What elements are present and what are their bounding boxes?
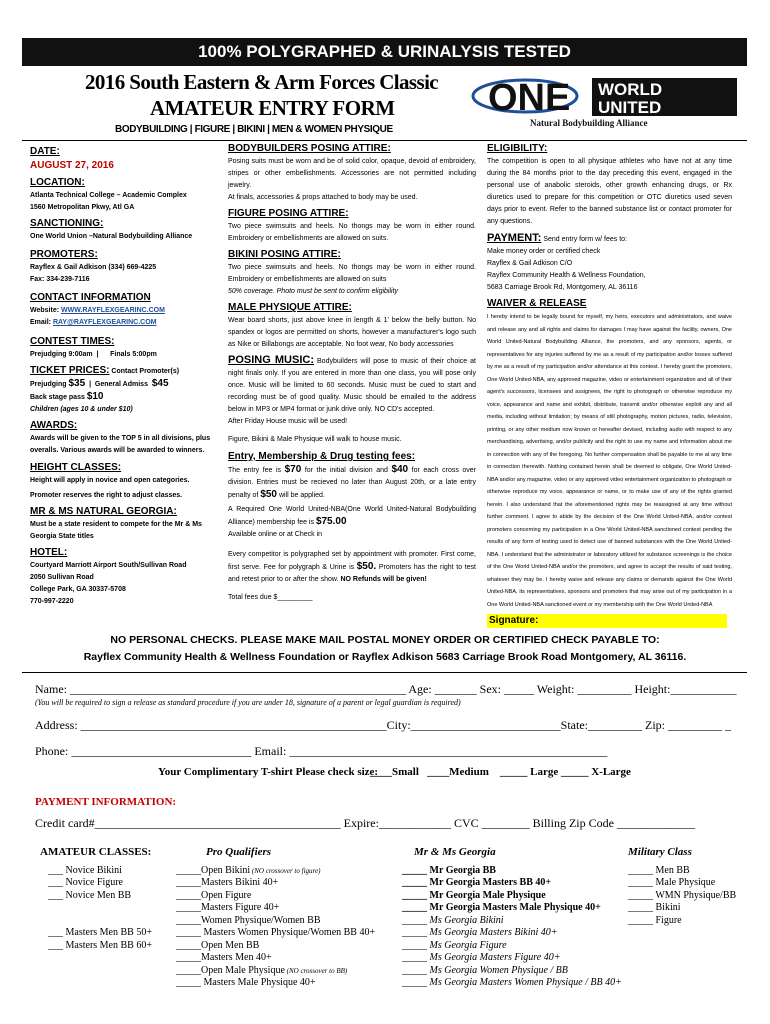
payment-heading: PAYMENT:: [487, 232, 542, 244]
awards-text: Awards will be given to the TOP 5 in all divisions, plus overalls. Various awards will be awarded to winners.: [30, 435, 211, 454]
class-option[interactable]: _____ Mr Georgia BB: [402, 864, 496, 876]
mrms-text: Must be a state resident to compete for the Mr & Ms Georgia State titles: [30, 521, 202, 540]
figure-attire-text: Two piece swimsuits and heels. No thongs may be worn in either round. Embroidery or embellishments are allowed on suits.: [228, 223, 476, 242]
date-heading: DATE:: [30, 146, 60, 157]
waiver-text: I hereby intend to be legally bound for myself, my heirs, executors and administrators, and waive and release any and all rights and claims for damages I may have against the facility, owners, One World United-Natural Bodybuilding Alliance, the promoters, and any sponsors, agents, or representatives for any injuries suffered by me as a result of my participation and/or losses suffered by me as a result of my participation and/or attendance at this contest. I hereby grant the promoters, One World United-NBA, any approved magazine, video or entertainment organization and all of their agent's successors, licensees and assignees, the right to photograph or otherwise reproduce my voice, appearance and name and exhibit, distribute, transmit and/or otherwise exploit any and all media, including without limitation; by means of still photography, motion pictures, radio, television, printing, or any other medium now known or hereafter devised, including audio with respect to any merchandising, advertising, and/or publicity and the right to use my name and information about me in connection with any of the foregoing. No further compensation shall be payable to me at any time in connection therewith. Nothing contained herein shall be deemed to obligate, One World United-NBA and/or any magazine, video or any approved video entertainment organization to photograph or otherwise reproduce my voice, appearance or name, or to make use of any of the rights granted herein. I also understand that the aforementioned rights may be reassigned at any time without further comment. I agree to abide by the decision of the One World United-NBA, and/or contest promoters concerning my participation in a One World United-NBA sanctioned contest pending the results of any form of testing used to detect use of banned substances with the One World United-NBA. I understand that the administrator or laboratory utilized for substance screenings is the choice of the One World United-NBA and/or the promoters, and agree to accept the results of said testing, whatever they may be. I hereby waive and release any claims or demands against the One World United-NBA, its representatives, sponsors and promoters that may arise out of my participation in a One World United-NBA sanctioned event or my membership with the One World United-NBA: [487, 314, 732, 608]
payment-notice: [60, 632, 710, 666]
prejudging-price: $35: [68, 378, 86, 389]
class-option[interactable]: ___ Novice Bikini: [48, 864, 122, 876]
banner: 100% POLYGRAPHED & URINALYSIS TESTED: [22, 38, 747, 66]
class-option[interactable]: _____ Ms Georgia Masters Figure 40+: [402, 952, 561, 963]
polygraph-text: Promoters has the right to test and retest prior to or after the show.: [228, 564, 476, 583]
payment-notice-line: Rayflex Community Health & Wellness Foundation or Rayflex Adkison 5683 Carriage Brook Road Montgomery, AL 36116.: [83, 651, 687, 663]
class-option[interactable]: ___ Masters Men BB 50+: [48, 927, 152, 938]
music-heading: POSING MUSIC:: [228, 354, 315, 366]
crossover-fee-amount: $40: [391, 464, 409, 475]
hotel-heading: HOTEL:: [30, 547, 68, 558]
payment-line: Rayflex Community Health & Wellness Foundation,: [487, 272, 646, 279]
payment-info-heading: PAYMENT INFORMATION:: [35, 796, 177, 808]
email-link[interactable]: RAY@RAYFLEXGEARINC.COM: [52, 319, 157, 326]
spacer: [48, 902, 190, 927]
form-divider: [22, 672, 747, 673]
payment-note: Send entry form w/ fees to:: [541, 236, 627, 243]
class-option[interactable]: _____ WMN Physique/BB: [628, 889, 737, 901]
class-option[interactable]: _____Masters Bikini 40+: [176, 877, 279, 888]
payment-line: Rayflex & Gail Adkison C/O: [487, 260, 573, 267]
form-title: AMATEUR ENTRY FORM: [150, 96, 395, 120]
tshirt-size-options[interactable]: ____Small ____Medium _____ Large _____ X-Large: [370, 766, 631, 778]
logo-tagline: Natural Bodybuilding Alliance: [530, 118, 648, 128]
tickets-note: Contact Promoter(s): [109, 368, 180, 375]
contact-heading: CONTACT INFORMATION: [30, 292, 151, 303]
class-option[interactable]: ___ Novice Men BB: [48, 889, 132, 901]
logo-world: WORLD: [598, 80, 663, 99]
male-attire-text: Wear board shorts, just above knee in length & 1' below the belly button. No spandex or logos are permitted on shorts, however a manufacturer's logo such as Nike or Billabongs are acceptable. No foot wear, No body accessories: [228, 317, 476, 348]
class-option[interactable]: _____ Figure: [628, 914, 682, 926]
height-text: Promoter reserves the right to adjust classes.: [30, 492, 183, 499]
military-classes: [628, 846, 758, 927]
military-heading: Military Class: [628, 846, 692, 858]
times-heading: CONTEST TIMES:: [30, 336, 115, 347]
height-text: Height will apply in novice and open categories.: [30, 477, 190, 484]
eligibility-text: The competition is open to all physique athletes who have not at any time during the 84 months prior to the day preceding this event, engaged in the personal use of anabolic steroids, other growth enhancing drugs, or Rx diuretics used to prepare for this competition or OTC diuretics used seven days prior to event. Refer to the banned substance list or contact promoter for any questions.: [487, 158, 732, 225]
mrms-heading: MR & MS NATURAL GEORGIA:: [30, 506, 177, 517]
pro-heading: Pro Qualifiers: [206, 846, 272, 858]
crossover-note: (NO crossover to figure): [250, 866, 321, 875]
bb-attire-text: At finals, accessories & props attached to body may be used.: [228, 194, 418, 201]
class-option[interactable]: _____Masters Men 40+: [176, 952, 272, 963]
tickets-heading: TICKET PRICES:: [30, 365, 110, 376]
class-option[interactable]: _____ Bikini: [628, 902, 681, 913]
backstage-price: $10: [86, 391, 104, 402]
general-label: | General Admiss: [85, 381, 152, 388]
class-option[interactable]: _____ Ms Georgia Masters Women Physique / BB 40+: [402, 977, 622, 988]
signature-label: Signature:: [489, 615, 539, 626]
logo-one: ONE: [488, 77, 571, 119]
general-price: $45: [151, 378, 169, 389]
amateur-classes: [40, 846, 190, 952]
payment-line: Make money order or certified check: [487, 248, 601, 255]
class-option[interactable]: _____ Male Physique: [628, 877, 716, 888]
release-note: (You will be required to sign a release as standard procedure if you are under 18, signature of a parent or legal guardian is required): [35, 698, 461, 707]
music-note: After Friday House music will be used!: [228, 418, 348, 425]
class-option[interactable]: _____ Masters Women Physique/Women BB 40+: [176, 927, 376, 938]
entry-fee-amount: $70: [284, 464, 302, 475]
email-label: Email:: [30, 319, 53, 326]
signature-field[interactable]: [487, 614, 727, 628]
music-text: Bodybuilders will pose to music of their choice at night finals only. If you are entered in more than one class, you will pose only once. Music will be limited to 60 seconds. Music must be cued to start and recording must be of good quality. Music should be emailed to the address below in MP3 or MP4 format or junk drive only. NO CD's accepted.: [228, 358, 476, 413]
figure-attire-heading: FIGURE POSING ATTIRE:: [228, 208, 349, 219]
polygraph-text: Every competitor is polygraphed set by appointment with promoter. First come, first serve. Fee for polygraph & Urine is: [228, 551, 476, 571]
class-option[interactable]: _____ Ms Georgia Figure: [402, 939, 507, 951]
location-heading: LOCATION:: [30, 177, 85, 188]
times-text: Prejudging 9:00am | Finals 5:00pm: [30, 351, 157, 358]
bikini-coverage-note: 50% coverage. Photo must be sent to confirm eligibility: [228, 288, 399, 295]
hotel-line: College Park, GA 30337-5708: [30, 586, 126, 593]
crossover-note: (NO crossover to BB): [284, 966, 348, 975]
polygraph-fee-amount: $50.: [356, 561, 377, 572]
backstage-label: Back stage pass: [30, 394, 87, 401]
late-fee-amount: $50: [260, 489, 277, 500]
sanctioning-heading: SANCTIONING:: [30, 218, 104, 229]
class-option[interactable]: _____ Mr Georgia Male Physique: [402, 889, 546, 901]
children-price: Children (ages 10 & under $10): [30, 406, 133, 413]
class-option[interactable]: _____Open Male Physique: [176, 964, 285, 976]
waiver-heading: WAIVER & RELEASE: [487, 298, 587, 309]
tshirt-label: Your Complimentary T-shirt Please check size:: [158, 766, 379, 778]
location-line: 1560 Metropolitan Pkwy, Atl GA: [30, 204, 135, 211]
class-option[interactable]: _____ Ms Georgia Women Physique / BB: [402, 964, 568, 976]
amateur-heading: AMATEUR CLASSES:: [40, 846, 152, 858]
membership-text: A Required One World United-NBA(One World United-Natural Bodybuilding Alliance) membership fee is: [228, 506, 476, 526]
credit-card-row[interactable]: Credit card#_________________________________________ Expire:____________ CVC ________ Billing Zip Code _____________: [35, 816, 695, 830]
membership-note: Available online or at Check in: [228, 531, 323, 538]
promoters-heading: PROMOTERS:: [30, 249, 98, 260]
class-option[interactable]: ___ Novice Figure: [48, 877, 123, 888]
event-date: AUGUST 27, 2016: [30, 160, 114, 171]
promoters-text: Rayflex & Gail Adkison (334) 669-4225: [30, 264, 157, 271]
categories-subtitle: BODYBUILDING | FIGURE | BIKINI | MEN & WOMEN PHYSIQUE: [115, 124, 393, 135]
class-option[interactable]: _____ Masters Male Physique 40+: [176, 977, 316, 988]
bikini-attire-heading: BIKINI POSING ATTIRE:: [228, 249, 341, 260]
logo-united: UNITED: [598, 98, 662, 117]
height-heading: HEIGHT CLASSES:: [30, 462, 122, 473]
phone-email-row[interactable]: Phone: ______________________________ Email: _____________________________________________________: [35, 744, 608, 758]
membership-fee-amount: $75.00: [315, 516, 347, 527]
class-option[interactable]: _____Masters Figure 40+: [176, 902, 280, 913]
class-option[interactable]: _____Open Men BB: [176, 939, 260, 951]
fee-text: will be applied.: [277, 492, 325, 499]
header-divider: [22, 140, 747, 141]
info-column-right: [487, 142, 732, 628]
bb-attire-heading: BODYBUILDERS POSING ATTIRE:: [228, 143, 391, 154]
class-option[interactable]: _____Open Bikini: [176, 864, 251, 876]
class-option[interactable]: _____ Ms Georgia Masters Bikini 40+: [402, 927, 558, 938]
address-row[interactable]: Address: ___________________________________________________City:_________________________State:_________ Zip: _________ _: [35, 718, 731, 732]
payment-notice-line: NO PERSONAL CHECKS. PLEASE MAKE MAIL POSTAL MONEY ORDER OR CERTIFIED CHECK PAYABLE TO:: [110, 634, 660, 646]
total-fees-field[interactable]: Total fees due $_________: [228, 594, 313, 601]
hotel-line: 2050 Sullivan Road: [30, 574, 94, 581]
info-column-middle: [228, 142, 476, 604]
fees-heading: Entry, Membership & Drug testing fees:: [228, 451, 416, 462]
no-refunds-note: NO Refunds will be given!: [340, 576, 427, 583]
bikini-attire-text: Two piece swimsuits and heels. No thongs may be worn in either round. Embroidery or embellishments are allowed on suits: [228, 264, 476, 283]
hotel-line: Courtyard Marriott Airport South/Sullivan Road: [30, 562, 187, 569]
class-option[interactable]: _____ Ms Georgia Bikini: [402, 914, 504, 926]
class-option[interactable]: _____Open Figure: [176, 889, 252, 901]
payment-line: 5683 Carriage Brook Rd, Montgomery, AL 36116: [487, 284, 638, 291]
class-option[interactable]: _____ Men BB: [628, 864, 690, 876]
bb-attire-text: Posing suits must be worn and be of solid color, opaque, devoid of embroidery, stripes or other embellishments. Accessories are not permitted including jewelry.: [228, 158, 476, 189]
name-row[interactable]: Name: ________________________________________________________ Age: _______ Sex: _____ Weight: _________ Height:___________: [35, 682, 737, 696]
male-attire-heading: MALE PHYSIQUE ATTIRE:: [228, 302, 352, 313]
pro-qualifier-classes: [176, 846, 401, 990]
fee-text: for each cross over division. Entries must be recieved no later than August 20th, or a late entry penalty of: [228, 467, 476, 499]
class-option[interactable]: ___ Masters Men BB 60+: [48, 939, 152, 951]
info-column-left: [30, 142, 225, 608]
class-option[interactable]: _____ Mr Georgia Masters Male Physique 40+: [402, 902, 601, 913]
eligibility-heading: ELIGIBILITY:: [487, 143, 548, 154]
georgia-heading: Mr & Ms Georgia: [414, 846, 496, 858]
prejudging-label: Prejudging: [30, 381, 69, 388]
location-line: Atlanta Technical College – Academic Complex: [30, 192, 187, 199]
fax-text: Fax: 334-239-7116: [30, 276, 90, 283]
awards-heading: AWARDS:: [30, 420, 78, 431]
page-title: 2016 South Eastern & Arm Forces Classic: [85, 70, 439, 94]
georgia-classes: [402, 846, 632, 990]
sanctioning-text: One World Union –Natural Bodybuilding Alliance: [30, 233, 193, 240]
website-label: Website:: [30, 307, 61, 314]
one-world-united-logo: [470, 72, 745, 130]
fee-text: for the initial division and: [301, 467, 392, 474]
class-option[interactable]: _____Women Physique/Women BB: [176, 914, 321, 926]
class-option[interactable]: _____ Mr Georgia Masters BB 40+: [402, 877, 552, 888]
website-link[interactable]: WWW.RAYFLEXGEARINC.COM: [61, 307, 165, 314]
music-note: Figure, Bikini & Male Physique will walk to house music.: [228, 436, 402, 443]
fee-text: The entry fee is: [228, 467, 285, 474]
hotel-line: 770-997-2220: [30, 598, 74, 605]
